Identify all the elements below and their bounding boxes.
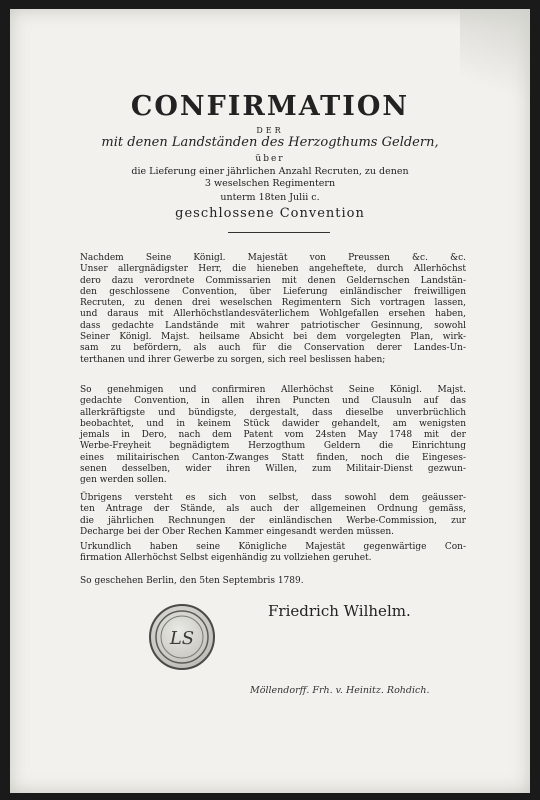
countersignatures: Möllendorff. Frh. v. Heinitz. Rohdich. bbox=[250, 685, 430, 696]
text-line: Nachdem Seine Königl. Majestät von Preussen &c. &c. bbox=[80, 253, 466, 263]
paragraph-urkundlich bbox=[80, 542, 466, 565]
subtitle-landstaende: mit denen Landständen des Herzogthums Geldern, bbox=[101, 135, 439, 150]
paragraph-geschehen bbox=[80, 576, 466, 587]
paragraph-nachdem bbox=[80, 253, 466, 366]
text-line: ten Antrage der Stände, als auch der allgemeinen Ordnung gemäss, bbox=[80, 504, 466, 515]
text-line: firmation Allerhöchst Selbst eigenhändig zu vollziehen geruhet. bbox=[80, 553, 372, 564]
document-page bbox=[10, 9, 530, 793]
text-line: dero dazu verordnete Commissarien mit denen Geldernschen Landstän- bbox=[80, 275, 466, 286]
text-line: den geschlossene Convention, über Lieferung einländischer freiwilligen bbox=[80, 286, 466, 297]
text-line: terthanen und ihrer Gewerbe zu sorgen, sich reel beslissen haben; bbox=[80, 354, 386, 365]
wax-seal-icon bbox=[149, 604, 215, 670]
text-line: gedachte Convention, in allen ihren Puncten und Clausuln auf das bbox=[80, 396, 466, 407]
text-line: dass gedachte Landstände mit wahrer patriotischer Gesinnung, sowohl bbox=[80, 320, 466, 331]
subtitle-lieferung-2: 3 weselschen Regimentern bbox=[204, 178, 336, 189]
text-line: Unser allergnädigster Herr, die hieneben angeheftete, durch Allerhöchst bbox=[80, 264, 466, 275]
header-divider bbox=[228, 232, 330, 233]
text-line: Übrigens versteht es sich von selbst, dass sowohl dem geäusser- bbox=[80, 493, 466, 503]
text-line: Recruten, zu denen drei weselschen Regimentern Sich vortragen lassen, bbox=[80, 298, 466, 309]
paragraph-genehmigen bbox=[80, 385, 466, 487]
text-line: So genehmigen und confirmiren Allerhöchst Seine Königl. Majst. bbox=[80, 385, 466, 395]
subtitle-ueber: über bbox=[255, 154, 285, 164]
text-line: Seiner Königl. Majst. heilsame Absicht bei dem vorgelegten Plan, wirk- bbox=[80, 332, 466, 343]
text-line: eines militairischen Canton-Zwanges Statt finden, noch die Eingeses- bbox=[80, 452, 466, 463]
text-line: beobachtet, und in keinem Stück dawider gehandelt, am wenigsten bbox=[80, 418, 466, 429]
text-line: senen desselben, wider ihren Willen, zum Militair-Dienst gezwun- bbox=[80, 464, 466, 475]
document-title: CONFIRMATION bbox=[130, 91, 410, 122]
paragraph-uebrigens bbox=[80, 493, 466, 538]
subtitle-der: DER bbox=[256, 126, 284, 135]
text-line: Decharge bei der Ober Rechen Kammer eingesandt werden müssen. bbox=[80, 526, 395, 537]
text-line: allerkräftigste und bündigste, dergestalt, dass dieselbe unverbrüchlich bbox=[80, 407, 466, 418]
seal-monogram: LS bbox=[169, 628, 195, 649]
text-line: und daraus mit Allerhöchstlandesväterlichem Wohlgefallen ersehen haben, bbox=[80, 309, 466, 320]
text-line: Werbe-Freyheit begnädigtem Herzogthum Geldern die Einrichtung bbox=[80, 441, 466, 452]
text-line: jemals in Dero, nach dem Patent vom 24sten May 1748 mit der bbox=[80, 430, 466, 441]
text-line: die jährlichen Rechnungen der einländischen Werbe-Commission, zur bbox=[80, 515, 466, 526]
text-line: gen werden sollen. bbox=[80, 475, 167, 486]
subtitle-date: unterm 18ten Julii c. bbox=[220, 192, 320, 203]
text-line: sam zu befördern, als auch für die Conservation derer Landes-Un- bbox=[80, 343, 466, 354]
subtitle-lieferung-1: die Lieferung einer jährlichen Anzahl Recruten, zu denen bbox=[131, 166, 409, 177]
subtitle-convention: geschlossene Convention bbox=[175, 206, 365, 221]
text-line: Urkundlich haben seine Königliche Majestät gegenwärtige Con- bbox=[80, 542, 466, 552]
text-line: So geschehen Berlin, den 5ten Septembris 1789. bbox=[80, 576, 304, 586]
royal-signature: Friedrich Wilhelm. bbox=[268, 602, 411, 620]
